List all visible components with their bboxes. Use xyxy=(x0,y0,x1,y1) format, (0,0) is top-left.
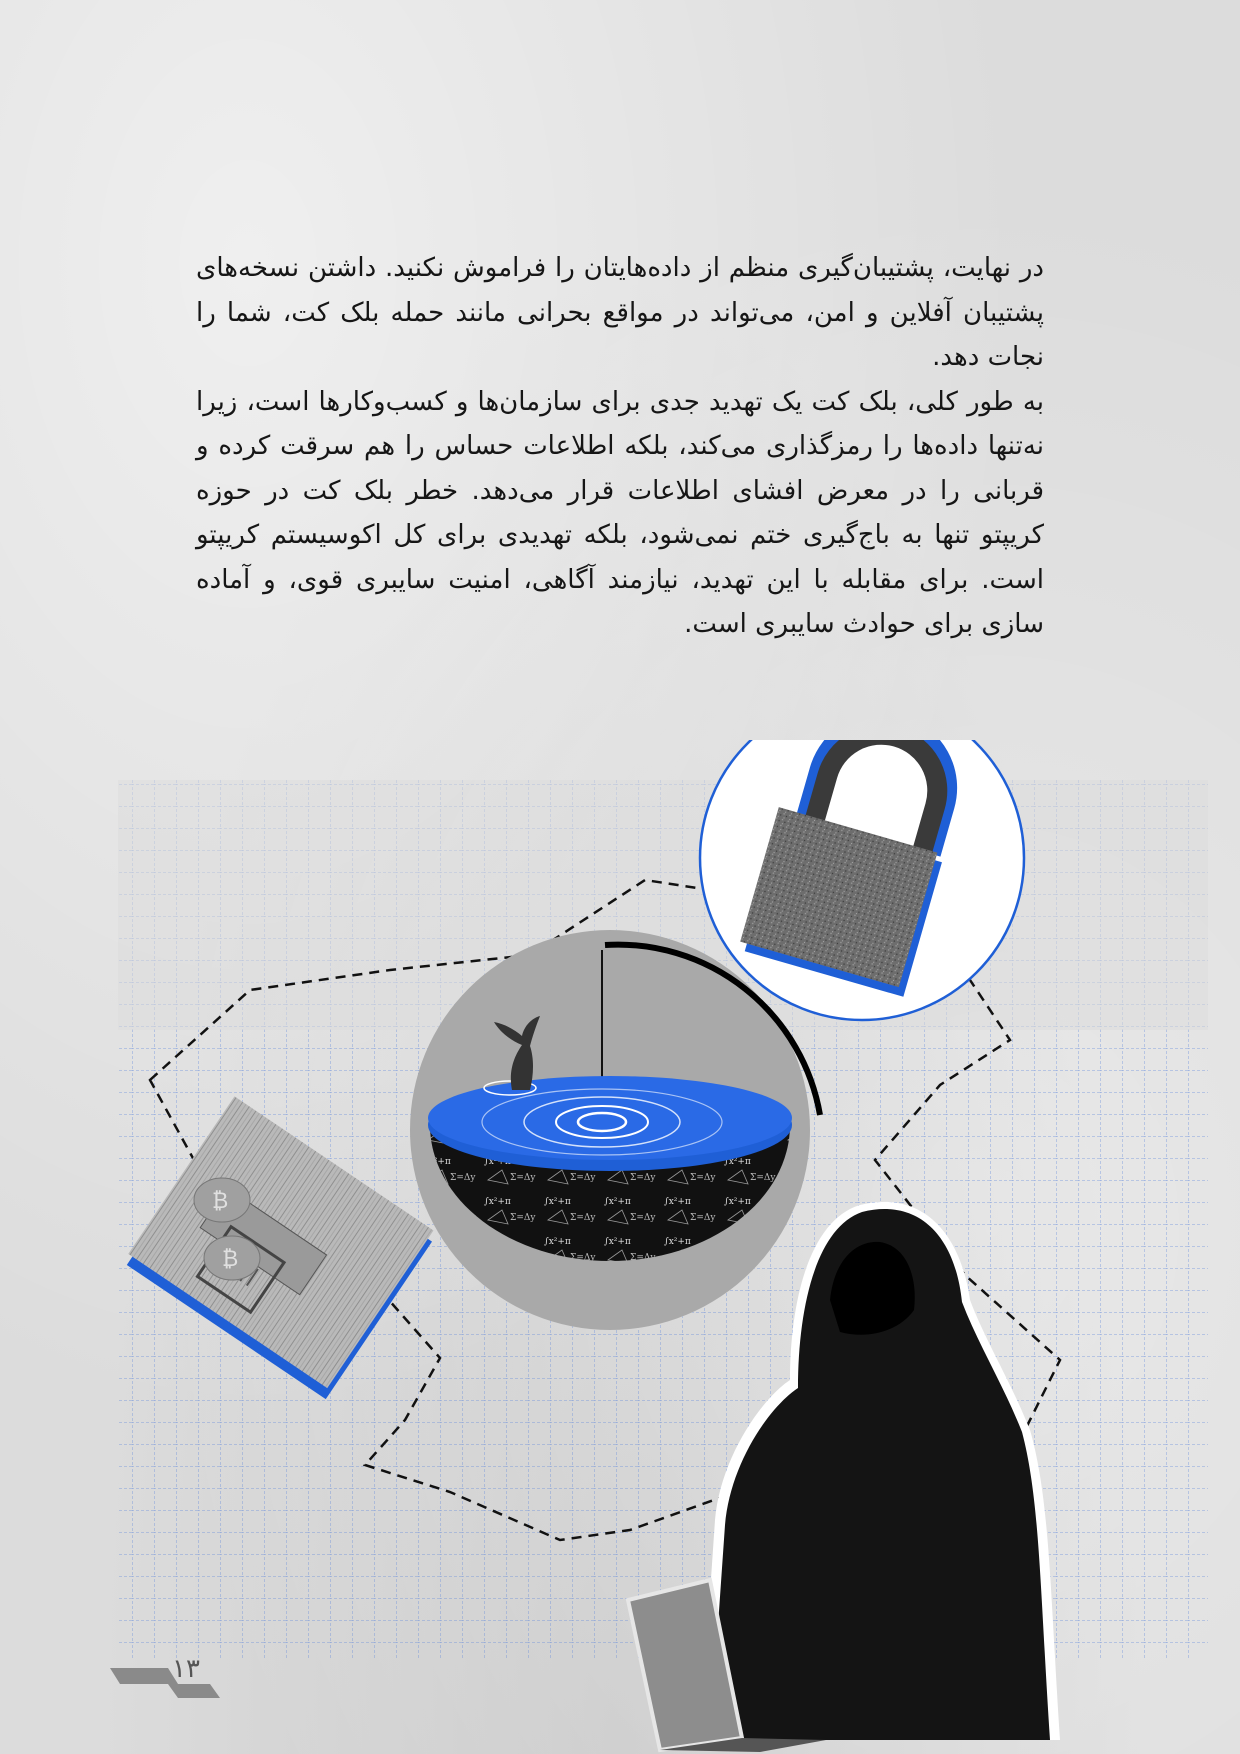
page-number-mark xyxy=(110,1668,220,1698)
svg-text:₿: ₿ xyxy=(212,1189,229,1214)
page-number: ۱۳ xyxy=(172,1654,200,1684)
blackcat-illustration xyxy=(0,740,1240,1754)
article-text xyxy=(196,246,1044,647)
paragraph-summary: به طور کلی، بلک کت یک تهدید جدی برای سازمان‌ها و کسب‌وکارها است، زیرا نه‌تنها داده‌ها را رمزگذاری می‌کند، بلکه اطلاعات حساس را هم سرقت کرده و قربانی را در معرض افشای اطلاعات قرار می‌دهد. خطر بلک کت در حوزه کریپتو تنها به باج‌گیری ختم نمی‌شود، بلکه تهدیدی برای کل اکوسیستم کریپتو است. برای مقابله با این تهدید، نیازمند آگاهی، امنیت سایبری قوی، و آماده سازی برای حوادث سایبری است. xyxy=(196,386,1044,639)
svg-text:₿: ₿ xyxy=(222,1247,239,1272)
paragraph-backup: در نهایت، پشتیبان‌گیری منظم از داده‌هایتان را فراموش نکنید. داشتن نسخه‌های پشتیبان آفلاین و امن، می‌تواند در مواقع بحرانی مانند حمله بلک کت، شما را نجات دهد. xyxy=(196,253,1044,372)
